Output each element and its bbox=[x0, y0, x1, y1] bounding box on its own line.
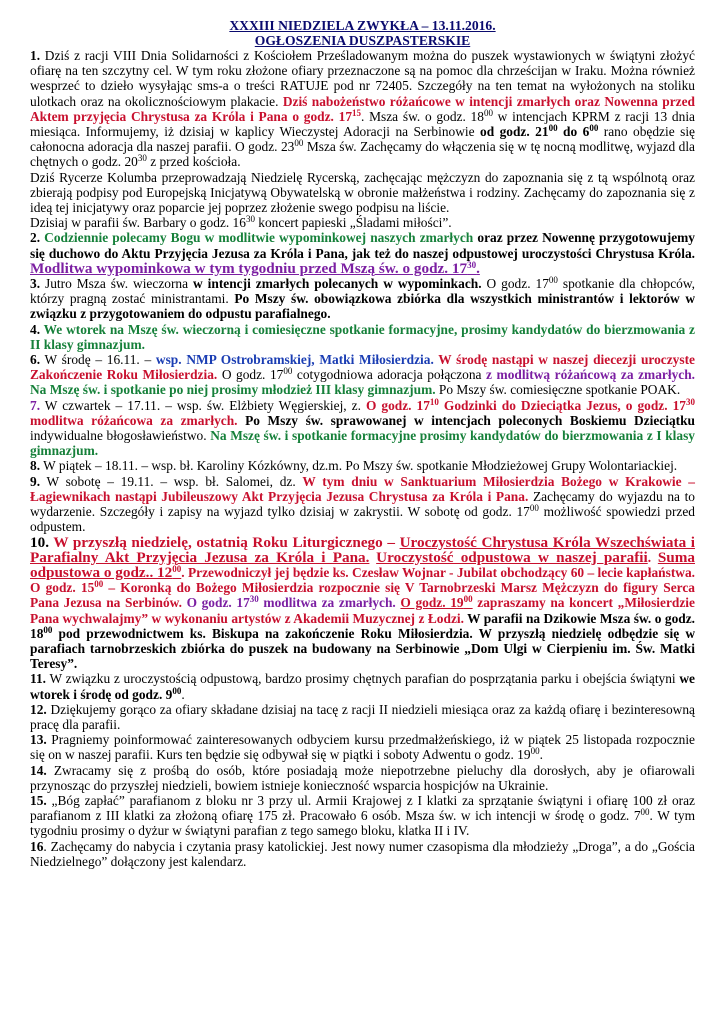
announcement-13: 13. Pragniemy poinformować zainteresowanych odbyciem kursu przedmałżeńskiego, iż w piątek 25 listopada rozpocznie się on w naszej parafii. Kurs ten będzie się odbywał się w piątki i soboty Adwentu o godz. $19^{00}$. bbox=[30, 732, 695, 763]
page-title: XXXIII NIEDZIELA ZWYKŁA – 13.11.2016. bbox=[229, 18, 496, 33]
announcement-7: 7. W czwartek – 17.11. – wsp. św. Elżbiety Węgierskiej, z. O godz. $17^{10}$ Godzinki do Dzieciątka Jezus, o godz. $17^{30}$ modlitwa różańcowa za zmarłych. Po Mszy św. sprawowanej w intencjach poleconych Boskiemu Dzieciątku indywidualne błogosławieństwo. Na Mszę św. i spotkanie formacyjne prosimy kandydatów do bierzmowania z I klasy gimnazjum. bbox=[30, 396, 695, 459]
announcement-16: 16. Zachęcamy do nabycia i czytania prasy katolickiej. Jest nowy numer czasopisma dla młodzieży „Droga”, a do „Gościa Niedzielnego” dołączony jest kalendarz. bbox=[30, 838, 695, 869]
page-subtitle: OGŁOSZENIA DUSZPASTERSKIE bbox=[254, 33, 471, 48]
text: . Msza św. o godz. 18 bbox=[361, 108, 484, 124]
announcement-12: 12. Dziękujemy gorąco za ofiary składane dzisiaj na tacę z racji II niedzieli miesiąca oraz za każdą ofiarę i bezinteresowną pracę dla parafii. bbox=[30, 701, 695, 732]
highlight-prayer: Modlitwa wypominkowa w tym tygodniu przed Mszą św. o godz. $17^{30}$. bbox=[30, 259, 480, 277]
announcement-9: 9. W sobotę – 19.11. – wsp. bł. Salomei, dz. W tym dniu w Sanktuarium Miłosierdzia Bożego w Krakowie – Łagiewnikach nastąpi Jubileuszowy Akt Przyjęcia Jezusa Chrystusa za Króla i Pana. Zachęcamy do wyjazdu na to wydarzenie. Szczegóły i zapisy na wyjazd tylko dzisiaj w zakrystii. W sobotę od godz. $17^{00}$ możliwość spowiedzi przed odpustem. bbox=[30, 473, 696, 535]
announcement-1-knights: Dziś Rycerze Kolumba przeprowadzają Niedzielę Rycerską, zachęcając mężczyzn do zapoznania się z tą wspólnotą oraz zbierają podpisy pod Europejską Inicjatywą Obywatelską w obronie małżeństwa i rodziny. Zachęcamy do zapoznania się z ideą tej inicjatywy oraz poparcie jej poprzez złożenie swego podpisu na liście. bbox=[30, 169, 695, 216]
highlight-green: Codziennie polecamy Bogu w modlitwie wypominkowej naszych zmarłych bbox=[40, 230, 474, 246]
item-number: 1. bbox=[30, 48, 41, 63]
announcement-8: 8. W piątek – 18.11. – wsp. bł. Karoliny Kózkówny, dz.m. Po Mszy św. spotkanie Młodzieżowej Grupy Wolontariackiej. bbox=[30, 458, 678, 474]
announcement-1: 1. Dziś z racji VIII Dnia Solidarności z Kościołem Prześladowanym można do puszek wystawionych w świątyni złożyć ofiarę na ten szczytny cel. W tym roku złożone ofiary przeznaczone są na pomoc dla chrześcijan w Iraku. Można również wesprzeć to dzieło wysyłając sms-a o treści RATUJE pod nr 72405. Szczegóły na ten temat na wyłożonych na stoliku ulotkach oraz na okolicznościowym plakacie. Dziś nabożeństwo różańcowe w intencji zmarłych oraz Nowenna przed Aktem przyjęcia Chrystusa za Króla i Pana o godz. $17^{15}$. Msza św. o godz. $18^{00}$ w intencjach KPRM z racji 13 dnia miesiąca. Informujemy, iż dzisiaj w kaplicy Wieczystej Adoracji na Serbinowie od godz. $21^{00}$ do $6^{00}$ rano obędzie się całonocna adoracja dla naszej parafii. O godz. $23^{00}$ Msza św. Zachęcamy do włączenia się w tę nocną modlitwę, wyjazd dla chętnych o godz. $20^{30}$ z przed kościoła. bbox=[30, 48, 695, 170]
announcement-10: 10. W przyszłą niedzielę, ostatnią Roku Liturgicznego – Uroczystość Chrystusa Króla Wszechświata i Parafialny Akt Przyjęcia Jezusa za Króla i Pana. Uroczystość odpustowa w naszej parafii. Suma odpustowa o godz.. $12^{00}$. Przewodniczył jej będzie ks. Czesław Wojnar - Jubilat obchodzący 60 – lecie kapłaństwa. O godz. $15^{00}$ – Koronką do Bożego Miłosierdzia rozpocznie się V Tarnobrzeski Marsz Mężczyzn do figury Serca Pana Jezusa na Serbinów. O godz. $17^{30}$ modlitwa za zmarłych. O godz. $19^{00}$ zapraszamy na koncert „Miłosierdzie Pana wychwalajmy” w wykonaniu artystów z Akademii Muzycznej z Łodzi. W parafii na Dzikowie Msza św. o godz. $18^{00}$ pod przewodnictwem ks. Biskupa na zakończenie Roku Miłosierdzia. W przyszłą niedzielę odbędzie się w parafiach tarnobrzeskich zbiórka do puszek na budowany na Serbinowie „Dom Ulgi w Cierpieniu im. Św. Matki Teresy”. bbox=[30, 533, 695, 672]
announcement-3: 3. Jutro Msza św. wieczorna w intencji zmarłych polecanych w wypominkach. O godz. $17^{00}$ spotkanie dla chłopców, którzy pragną zostać ministrantami. Po Mszy św. obowiązkowa zbiórka dla wszystkich ministrantów i lektorów w związku z przygotowaniem do odpustu parafialnego. bbox=[30, 275, 695, 322]
announcement-14: 14. Zwracamy się z prośbą do osób, które posiadają może niepotrzebne pieluchy dla dorosłych, aby je ofiarowali przynosząc do przyszłej niedzieli, bowiem istnieje konieczność wsparcia hospicjów na Ukrainie. bbox=[30, 762, 695, 793]
announcement-2: 2. Codziennie polecamy Bogu w modlitwie wypominkowej naszych zmarłych oraz przez Nowennę przygotowujemy się duchowo do Aktu Przyjęcia Jezusa za Króla i Pana, jak też do naszej odpustowej uroczystości Chrystusa Króla. Modlitwa wypominkowa w tym tygodniu przed Mszą św. o godz. $17^{30}$. bbox=[30, 230, 695, 277]
text: Dziś z racji VIII Dnia Solidarności z Kościołem Prześladowanym można do puszek wystawionych w świątyni złożyć ofiarę na ten szczytny cel. W tym roku złożone ofiary przeznaczone są na pomoc dla chrześcijan w Iraku. Można również wesprzeć to dzieło wysyłając sms-a o treści RATUJE pod nr 72405. Szczegóły na ten temat na wyłożonych na stoliku ulotkach oraz na okolicznościowym plakacie. bbox=[30, 48, 695, 109]
announcement-11: 11. W związku z uroczystością odpustową, bardzo prosimy chętnych parafian do posprzątania parku i obejścia świątyni we wtorek i środę od godz. $9^{00}$. bbox=[30, 671, 695, 702]
announcement-1-concert: Dzisiaj w parafii św. Barbary o godz. $16^{30}$ koncert papieski „Śladami miłości”. bbox=[30, 214, 452, 231]
announcement-6: 6. W środę – 16.11. – wsp. NMP Ostrobramskiej, Matki Miłosierdzia. W środę nastąpi w naszej diecezji uroczyste Zakończenie Roku Miłosierdzia. O godz. $17^{00}$ cotygodniowa adoracja połączona z modlitwą różańcową za zmarłych. Na Mszę św. i spotkanie po niej prosimy młodzież III klasy gimnazjum. Po Mszy św. comiesięczne spotkanie POAK. bbox=[30, 352, 696, 398]
text: w intencjach KPRM z racji 13 dnia miesiąca. Informujemy, iż dzisiaj w kaplicy Wieczystej Adoracji na Serbinowie bbox=[30, 108, 695, 140]
announcement-4: 4. We wtorek na Mszę św. wieczorną i comiesięczne spotkanie formacyjne, prosimy kandydatów do bierzmowania z II klasy gimnazjum. bbox=[30, 321, 695, 352]
announcement-15: 15. „Bóg zapłać” parafianom z bloku nr 3 przy ul. Armii Krajowej z I klatki za sprzątanie świątyni i ofiarę 100 zł oraz parafianom z III klatki za złożoną ofiarę 175 zł. Pracowało 6 osób. Msza św. w ich intencji w środę o godz. $7^{00}$. W tym tygodniu prosimy o dyżur w świątyni parafian z tego samego bloku, klatka II i IV. bbox=[30, 792, 696, 839]
highlight-rosary: Dziś nabożeństwo różańcowe w intencji zmarłych oraz Nowenna przed Aktem przyjęcia Chrystusa za Króla i Pana o godz. $17^{15}$ bbox=[30, 93, 695, 124]
